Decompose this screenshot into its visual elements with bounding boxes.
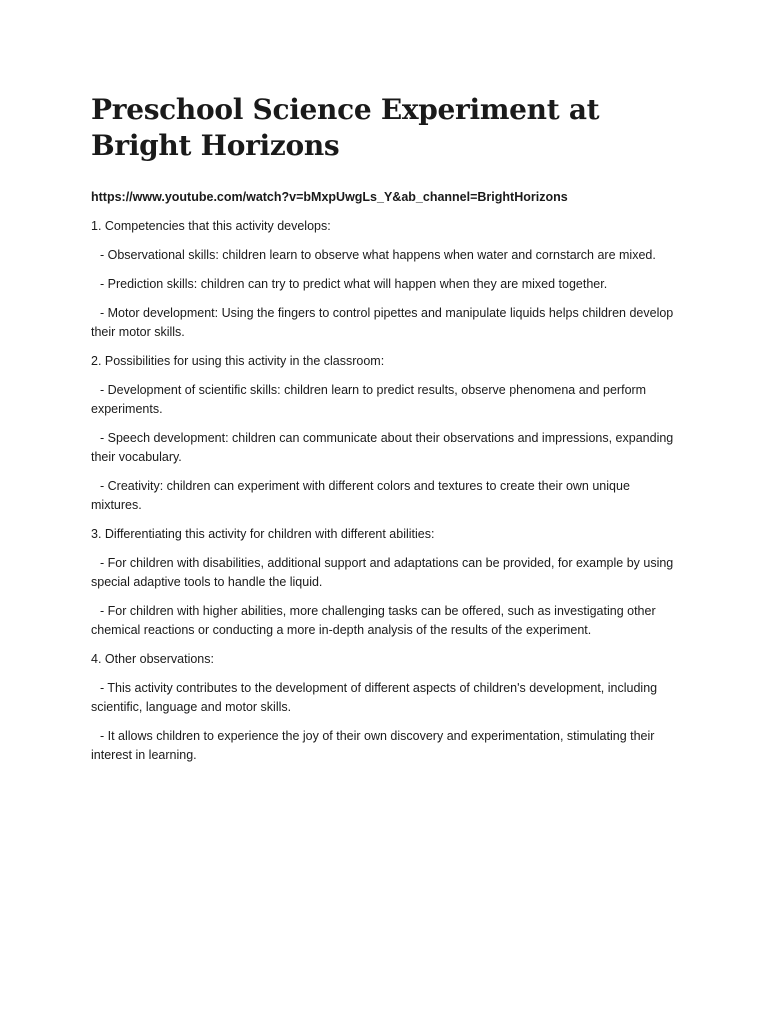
paragraph-bullet: - Motor development: Using the fingers to control pipettes and manipulate liquids helps children develop their motor skills. [91,306,674,339]
paragraph-bullet: - Development of scientific skills: children learn to predict results, observe phenomena and perform experiments. [91,383,647,416]
paragraph-heading-1: 1. Competencies that this activity develops: [91,219,331,233]
paragraph-bullet: - It allows children to experience the joy of their own discovery and experimentation, stimulating their interest in learning. [91,729,655,762]
paragraph-bullet: - This activity contributes to the development of different aspects of children's development, including scientific, language and motor skills. [91,681,658,714]
video-link[interactable]: https://www.youtube.com/watch?v=bMxpUwgLs_Y&ab_channel=BrightHorizons [91,190,568,204]
paragraph-bullet: - Speech development: children can communicate about their observations and impressions, expanding their vocabulary. [91,431,674,464]
document-page [91,92,683,775]
paragraph-bullet: - For children with higher abilities, more challenging tasks can be offered, such as investigating other chemical reactions or conducting a more in-depth analysis of the results of the experiment. [91,604,656,637]
paragraph-bullet: - Prediction skills: children can try to predict what will happen when they are mixed together. [100,277,608,291]
paragraph-bullet: - For children with disabilities, additional support and adaptations can be provided, for example by using special adaptive tools to handle the liquid. [91,556,674,589]
paragraph-bullet: - Creativity: children can experiment with different colors and textures to create their own unique mixtures. [91,479,630,512]
paragraph-heading-4: 4. Other observations: [91,652,214,666]
document-body [91,217,683,765]
document-title: Preschool Science Experiment at Bright Horizons [91,93,600,162]
paragraph-heading-3: 3. Differentiating this activity for children with different abilities: [91,527,435,541]
paragraph-bullet: - Observational skills: children learn to observe what happens when water and cornstarch are mixed. [100,248,656,262]
paragraph-heading-2: 2. Possibilities for using this activity in the classroom: [91,354,385,368]
